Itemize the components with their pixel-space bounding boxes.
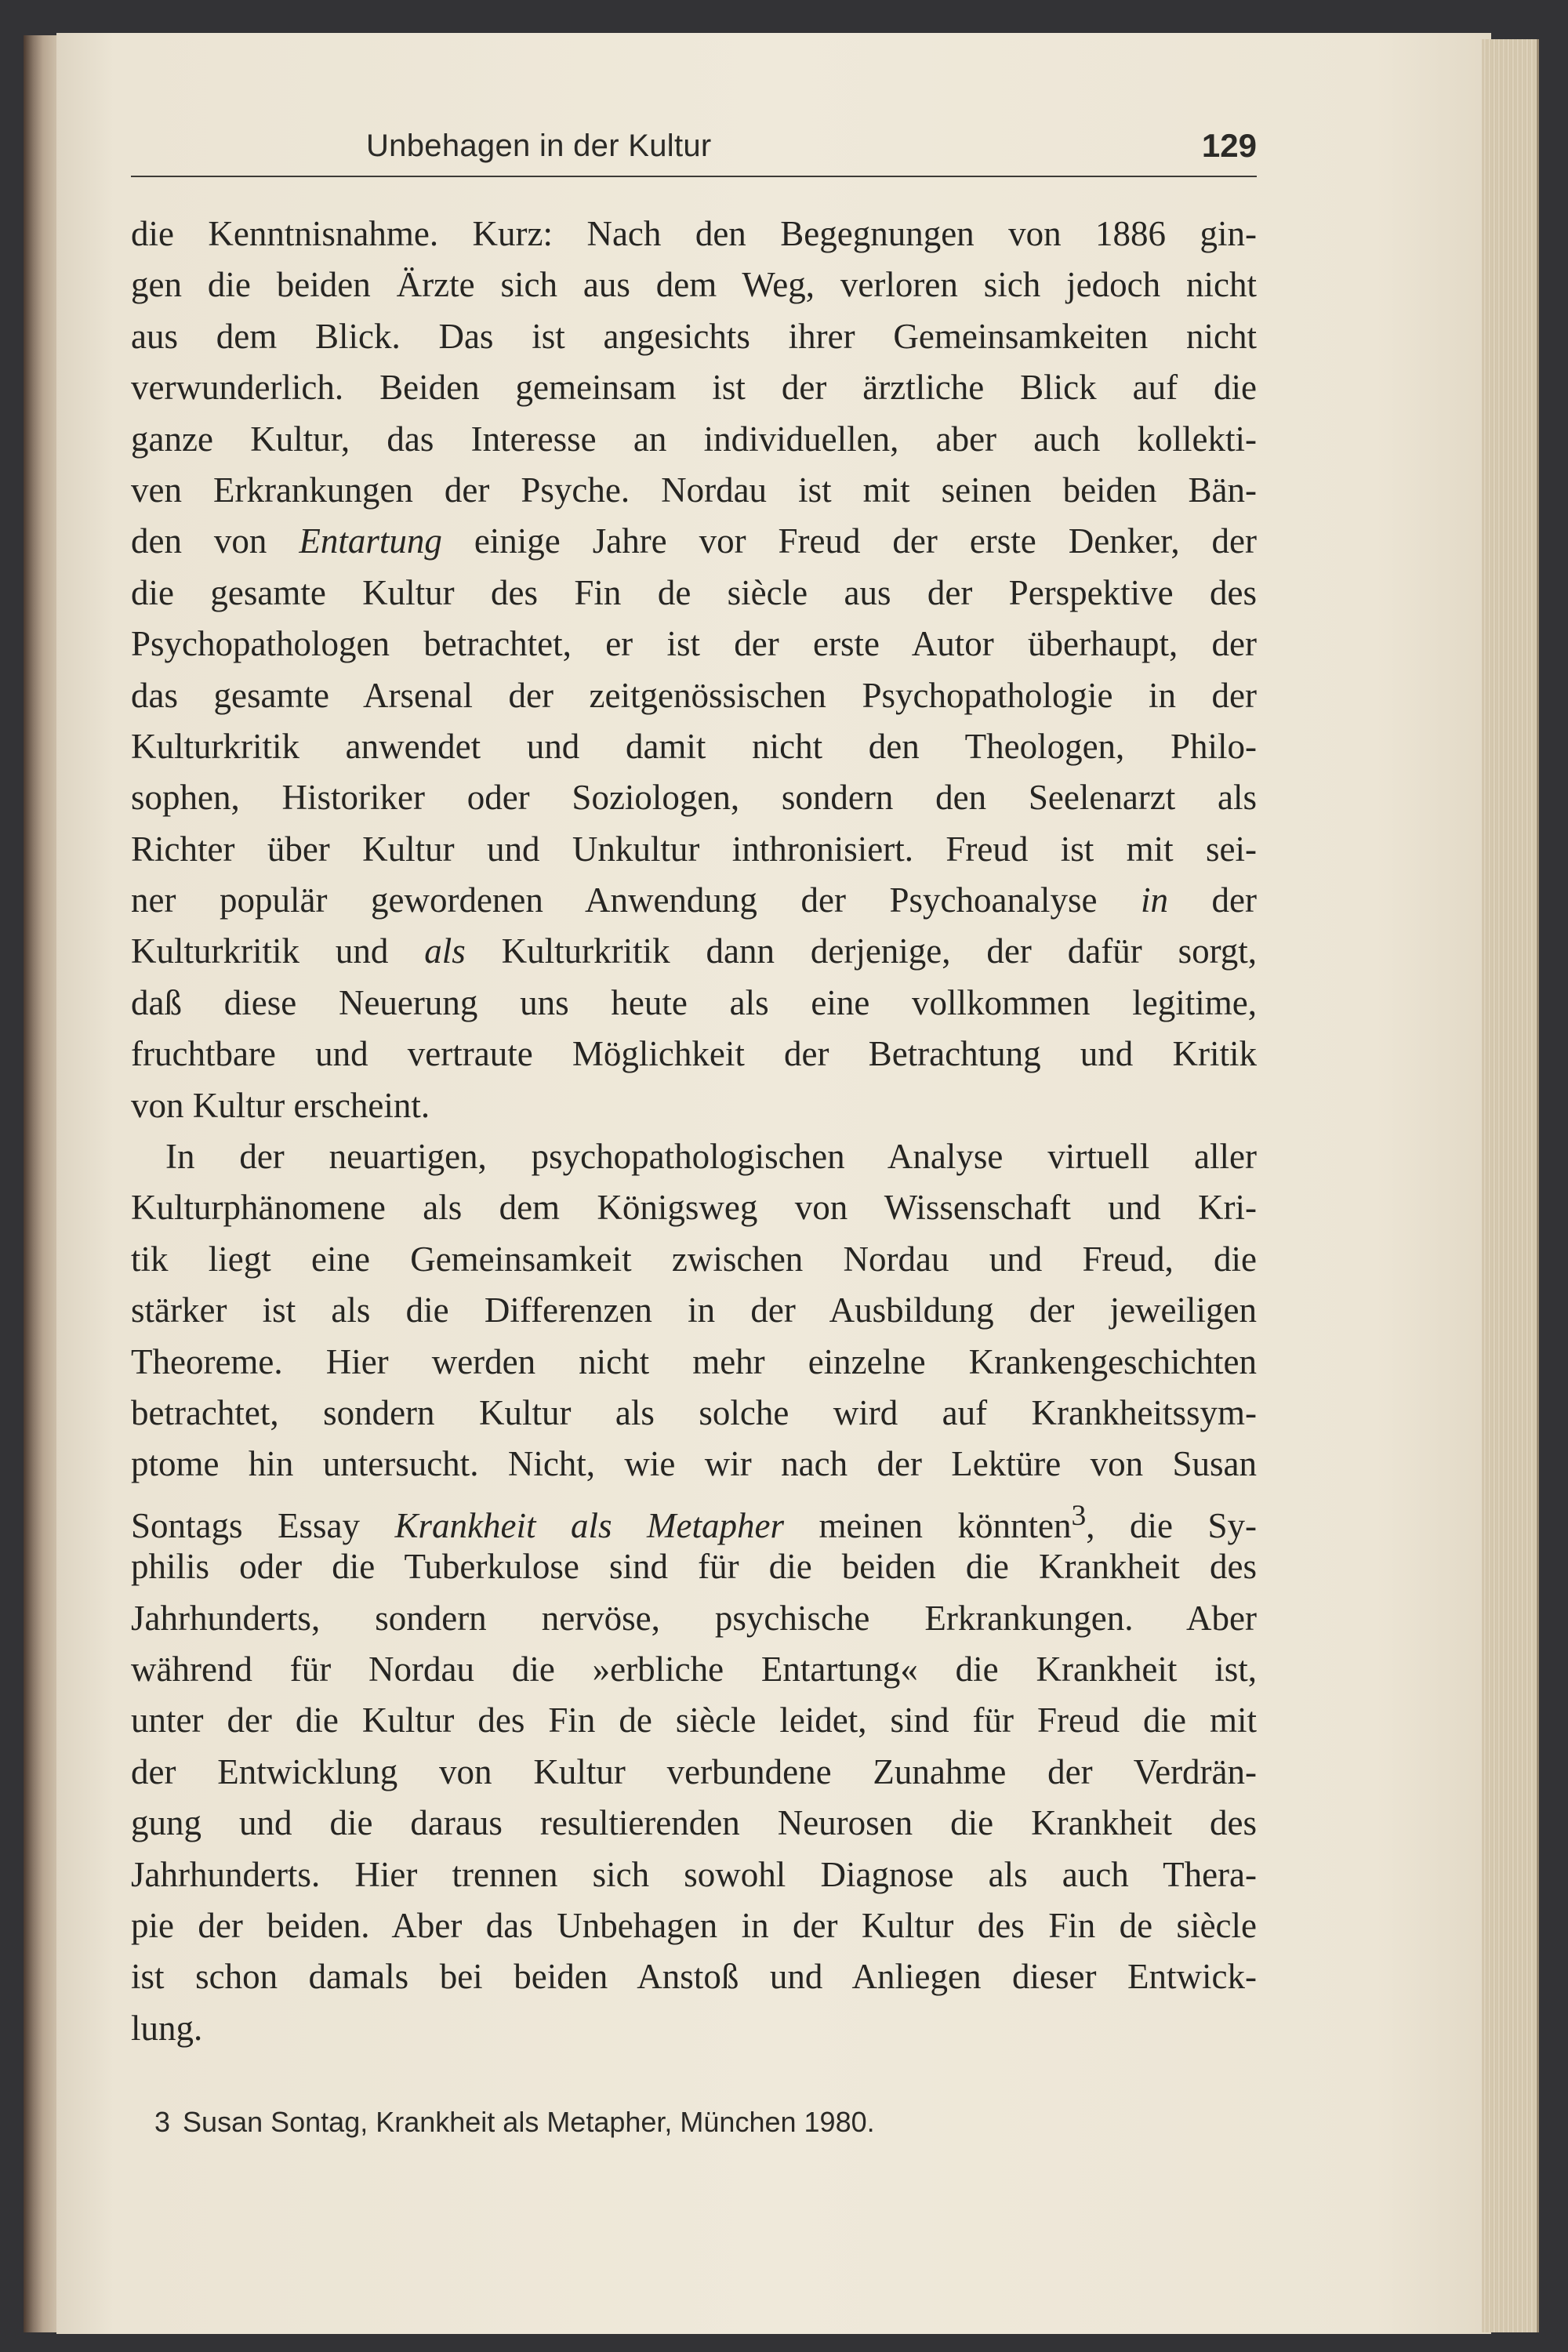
- text-line: Jahrhunderts. Hier trennen sich sowohl Diagnose als auch Thera-: [131, 1854, 1257, 1894]
- text-line: der Entwicklung von Kultur verbundene Zunahme der Verdrän-: [131, 1751, 1257, 1791]
- text-line: Kulturkritik anwendet und damit nicht den Theologen, Philo-: [131, 726, 1257, 766]
- footnote-number: 3: [154, 2106, 171, 2138]
- text-line: während für Nordau die »erbliche Entartung« die Krankheit ist,: [131, 1649, 1257, 1689]
- text-line: betrachtet, sondern Kultur als solche wird auf Krankheitssym-: [131, 1392, 1257, 1432]
- text-line: gen die beiden Ärzte sich aus dem Weg, verloren sich jedoch nicht: [131, 265, 1257, 305]
- text-line: ven Erkrankungen der Psyche. Nordau ist mit seinen beiden Bän-: [131, 470, 1257, 510]
- text-line: [131, 516, 1257, 567]
- italic-title: Krankheit als Metapher: [394, 1505, 784, 1545]
- text-line: Jahrhunderts, sondern nervöse, psychische Erkrankungen. Aber: [131, 1598, 1257, 1638]
- text-line: ptome hin untersucht. Nicht, wie wir nach der Lektüre von Susan: [131, 1444, 1257, 1484]
- text-line: von Kultur erscheint.: [131, 1085, 430, 1125]
- text-run: Kulturkritik und: [131, 931, 425, 971]
- footnote: [154, 2106, 1252, 2139]
- main-text: [131, 209, 1257, 2054]
- text-line: In der neuartigen, psychopathologischen Analyse virtuell aller: [165, 1137, 1257, 1177]
- text-line: die gesamte Kultur des Fin de siècle aus der Perspektive des: [131, 572, 1257, 612]
- text-line: tik liegt eine Gemeinsamkeit zwischen Nordau und Freud, die: [131, 1239, 1257, 1279]
- text-line: lung.: [131, 2008, 203, 2048]
- text-line: stärker ist als die Differenzen in der Ausbildung der jeweiligen: [131, 1290, 1257, 1330]
- text-line: unter der die Kultur des Fin de siècle leidet, sind für Freud die mit: [131, 1700, 1257, 1740]
- text-line: ist schon damals bei beiden Anstoß und Anliegen dieser Entwick-: [131, 1957, 1257, 1997]
- text-line: die Kenntnisnahme. Kurz: Nach den Begegnungen von 1886 gin-: [131, 214, 1257, 253]
- page-number: 129: [1201, 127, 1257, 164]
- text-line: fruchtbare und vertraute Möglichkeit der Betrachtung und Kritik: [131, 1034, 1257, 1074]
- book-binding-edge: [24, 35, 56, 2332]
- text-line: Richter über Kultur und Unkultur inthronisiert. Freud ist mit sei-: [131, 829, 1257, 869]
- text-line: gung und die daraus resultierenden Neurosen die Krankheit des: [131, 1803, 1257, 1843]
- text-line: pie der beiden. Aber das Unbehagen in der Kultur des Fin de siècle: [131, 1905, 1257, 1945]
- text-run: den von: [131, 521, 299, 561]
- text-line: [131, 926, 1257, 977]
- text-line: [131, 875, 1257, 926]
- text-line: daß diese Neuerung uns heute als eine vollkommen legitime,: [131, 982, 1257, 1022]
- text-run: einige Jahre vor Freud der erste Denker, der: [441, 521, 1257, 561]
- italic-title: Entartung: [299, 521, 442, 561]
- page-stack-edges: [1482, 39, 1539, 2332]
- text-line: Psychopathologen betrachtet, er ist der erste Autor überhaupt, der: [131, 624, 1257, 664]
- text-line: philis oder die Tuberkulose sind für die beiden die Krankheit des: [131, 1547, 1257, 1587]
- text-line: Theoreme. Hier werden nicht mehr einzelne Krankengeschichten: [131, 1341, 1257, 1381]
- text-line: Kulturphänomene als dem Königsweg von Wissenschaft und Kri-: [131, 1188, 1257, 1228]
- page-header: [131, 118, 1257, 177]
- footnote-marker: 3: [1071, 1499, 1087, 1532]
- text-run: der: [1167, 880, 1257, 920]
- text-run: ner populär gewordenen Anwendung der Psychoanalyse: [131, 880, 1141, 920]
- italic-emphasis: als: [424, 931, 466, 971]
- text-line: das gesamte Arsenal der zeitgenössischen Psychopathologie in der: [131, 675, 1257, 715]
- text-run: , die Sy-: [1086, 1505, 1257, 1545]
- footnote-text: Susan Sontag, Krankheit als Metapher, München 1980.: [183, 2106, 875, 2138]
- text-line: sophen, Historiker oder Soziologen, sondern den Seelenarzt als: [131, 778, 1257, 818]
- italic-emphasis: in: [1140, 880, 1168, 920]
- text-line: ganze Kultur, das Interesse an individuellen, aber auch kollekti-: [131, 419, 1257, 459]
- text-line: [131, 1490, 1257, 1545]
- text-run: meinen könnten: [784, 1505, 1072, 1545]
- text-line: verwunderlich. Beiden gemeinsam ist der ärztliche Blick auf die: [131, 368, 1257, 408]
- running-title: Unbehagen in der Kultur: [366, 129, 712, 163]
- text-run: Kulturkritik dann derjenige, der dafür sorgt,: [465, 931, 1258, 971]
- text-line: aus dem Blick. Das ist angesichts ihrer Gemeinsamkeiten nicht: [131, 316, 1257, 356]
- text-run: Sontags Essay: [131, 1505, 395, 1545]
